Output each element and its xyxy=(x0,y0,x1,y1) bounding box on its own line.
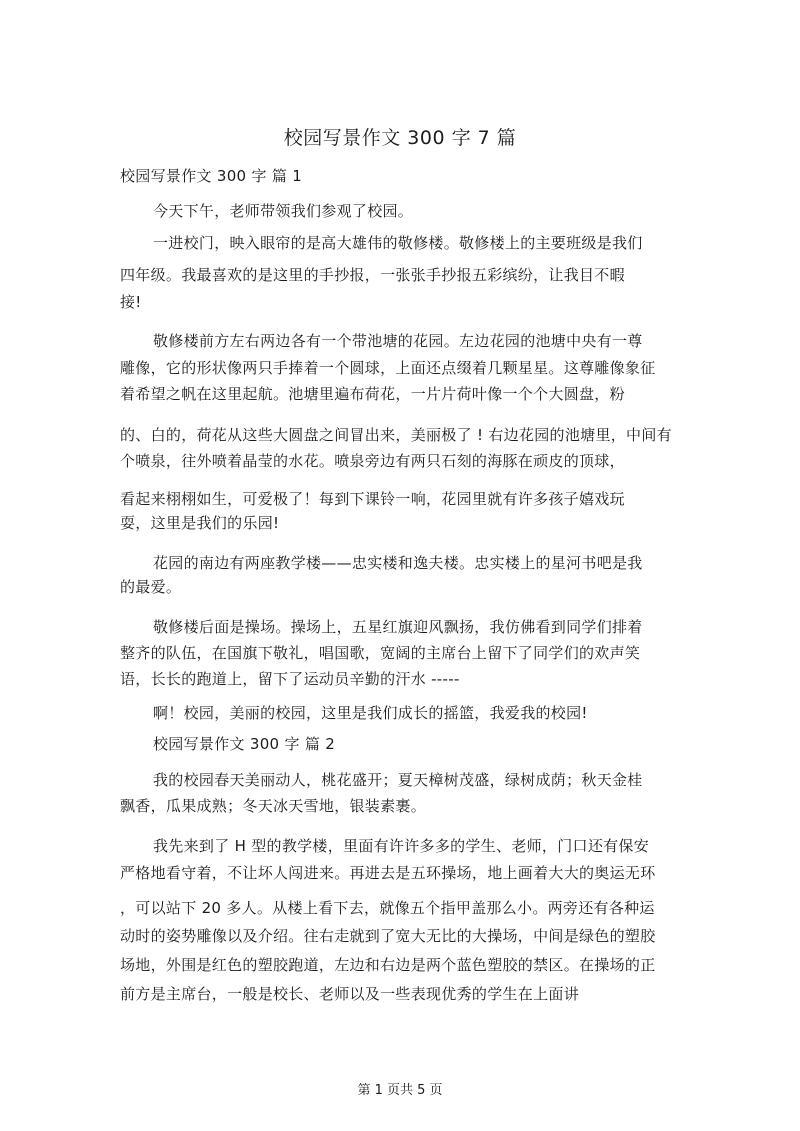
paragraph-line: 耍，这里是我们的乐园! xyxy=(120,514,280,532)
paragraph-line: 四年级。我最喜欢的是这里的手抄报，一张张手抄报五彩缤纷，让我目不暇 xyxy=(120,266,625,284)
paragraph-line: 接! xyxy=(120,293,142,311)
paragraph-line: 着希望之帆在这里起航。池塘里遍布荷花，一片片荷叶像一个个大圆盘，粉 xyxy=(120,385,625,403)
document-title: 校园写景作文 300 字 7 篇 xyxy=(283,127,517,149)
paragraph-line: 的最爱。 xyxy=(120,578,182,596)
paragraph-line: 前方是主席台，一般是校长、老师以及一些表现优秀的学生在上面讲 xyxy=(120,985,580,1003)
paragraph-line: 敬修楼后面是操场。操场上，五星红旗迎风飘扬，我仿佛看到同学们排着 xyxy=(153,618,643,636)
paragraph-line: 飘香，瓜果成熟；冬天冰天雪地，银装素裹。 xyxy=(120,797,427,815)
section-heading-1: 校园写景作文 300 字 篇 1 xyxy=(120,167,303,185)
paragraph-line: ，可以站下 20 多人。从楼上看下去，就像五个指甲盖那么小。两旁还有各种运 xyxy=(120,899,655,917)
paragraph-line: 动时的姿势雕像以及介绍。往右走就到了宽大无比的大操场，中间是绿色的塑胶 xyxy=(120,927,656,945)
paragraph-line: 语，长长的跑道上，留下了运动员辛勤的汗水 ----- xyxy=(120,670,460,688)
paragraph-line: 一进校门，映入眼帘的是高大雄伟的敬修楼。敬修楼上的主要班级是我们 xyxy=(153,234,643,252)
paragraph-line: 严格地看守着，不让坏人闯进来。再进去是五环操场，地上画着大大的奥运无环 xyxy=(120,864,656,882)
paragraph-line: 花园的南边有两座教学楼——忠实楼和逸夫楼。忠实楼上的星河书吧是我 xyxy=(153,554,643,572)
paragraph-line: 我的校园春天美丽动人，桃花盛开；夏天樟树茂盛，绿树成荫；秋天金桂 xyxy=(153,771,643,789)
paragraph-line: 场地，外围是红色的塑胶跑道，左边和右边是两个蓝色塑胶的禁区。在操场的正 xyxy=(120,956,656,974)
paragraph-line: 敬修楼前方左右两边各有一个带池塘的花园。左边花园的池塘中央有一尊 xyxy=(153,332,643,350)
paragraph-line: 整齐的队伍，在国旗下敬礼，唱国歌，宽阔的主席台上留下了同学们的欢声笑 xyxy=(120,644,641,662)
paragraph-line: 我先来到了 H 型的教学楼，里面有许许多多的学生、老师，门口还有保安 xyxy=(153,837,650,855)
section-heading-2: 校园写景作文 300 字 篇 2 xyxy=(153,735,336,753)
paragraph-line: 雕像，它的形状像两只手捧着一个圆球，上面还点缀着几颗星星。这尊雕像象征 xyxy=(120,359,656,377)
paragraph-line: 今天下午，老师带领我们参观了校园。 xyxy=(153,202,414,220)
paragraph-line: 个喷泉，往外喷着晶莹的水花。喷泉旁边有两只石刻的海豚在顽皮的顶球， xyxy=(120,452,625,470)
paragraph-line: 啊！校园，美丽的校园，这里是我们成长的摇篮，我爱我的校园! xyxy=(153,704,588,722)
paragraph-line: 看起来栩栩如生，可爱极了！每到下课铃一响，花园里就有许多孩子嬉戏玩 xyxy=(120,490,625,508)
paragraph-line: 的、白的，荷花从这些大圆盘之间冒出来，美丽极了 ! 右边花园的池塘里，中间有 xyxy=(120,426,672,444)
page-footer: 第 1 页共 5 页 xyxy=(357,1083,443,1098)
